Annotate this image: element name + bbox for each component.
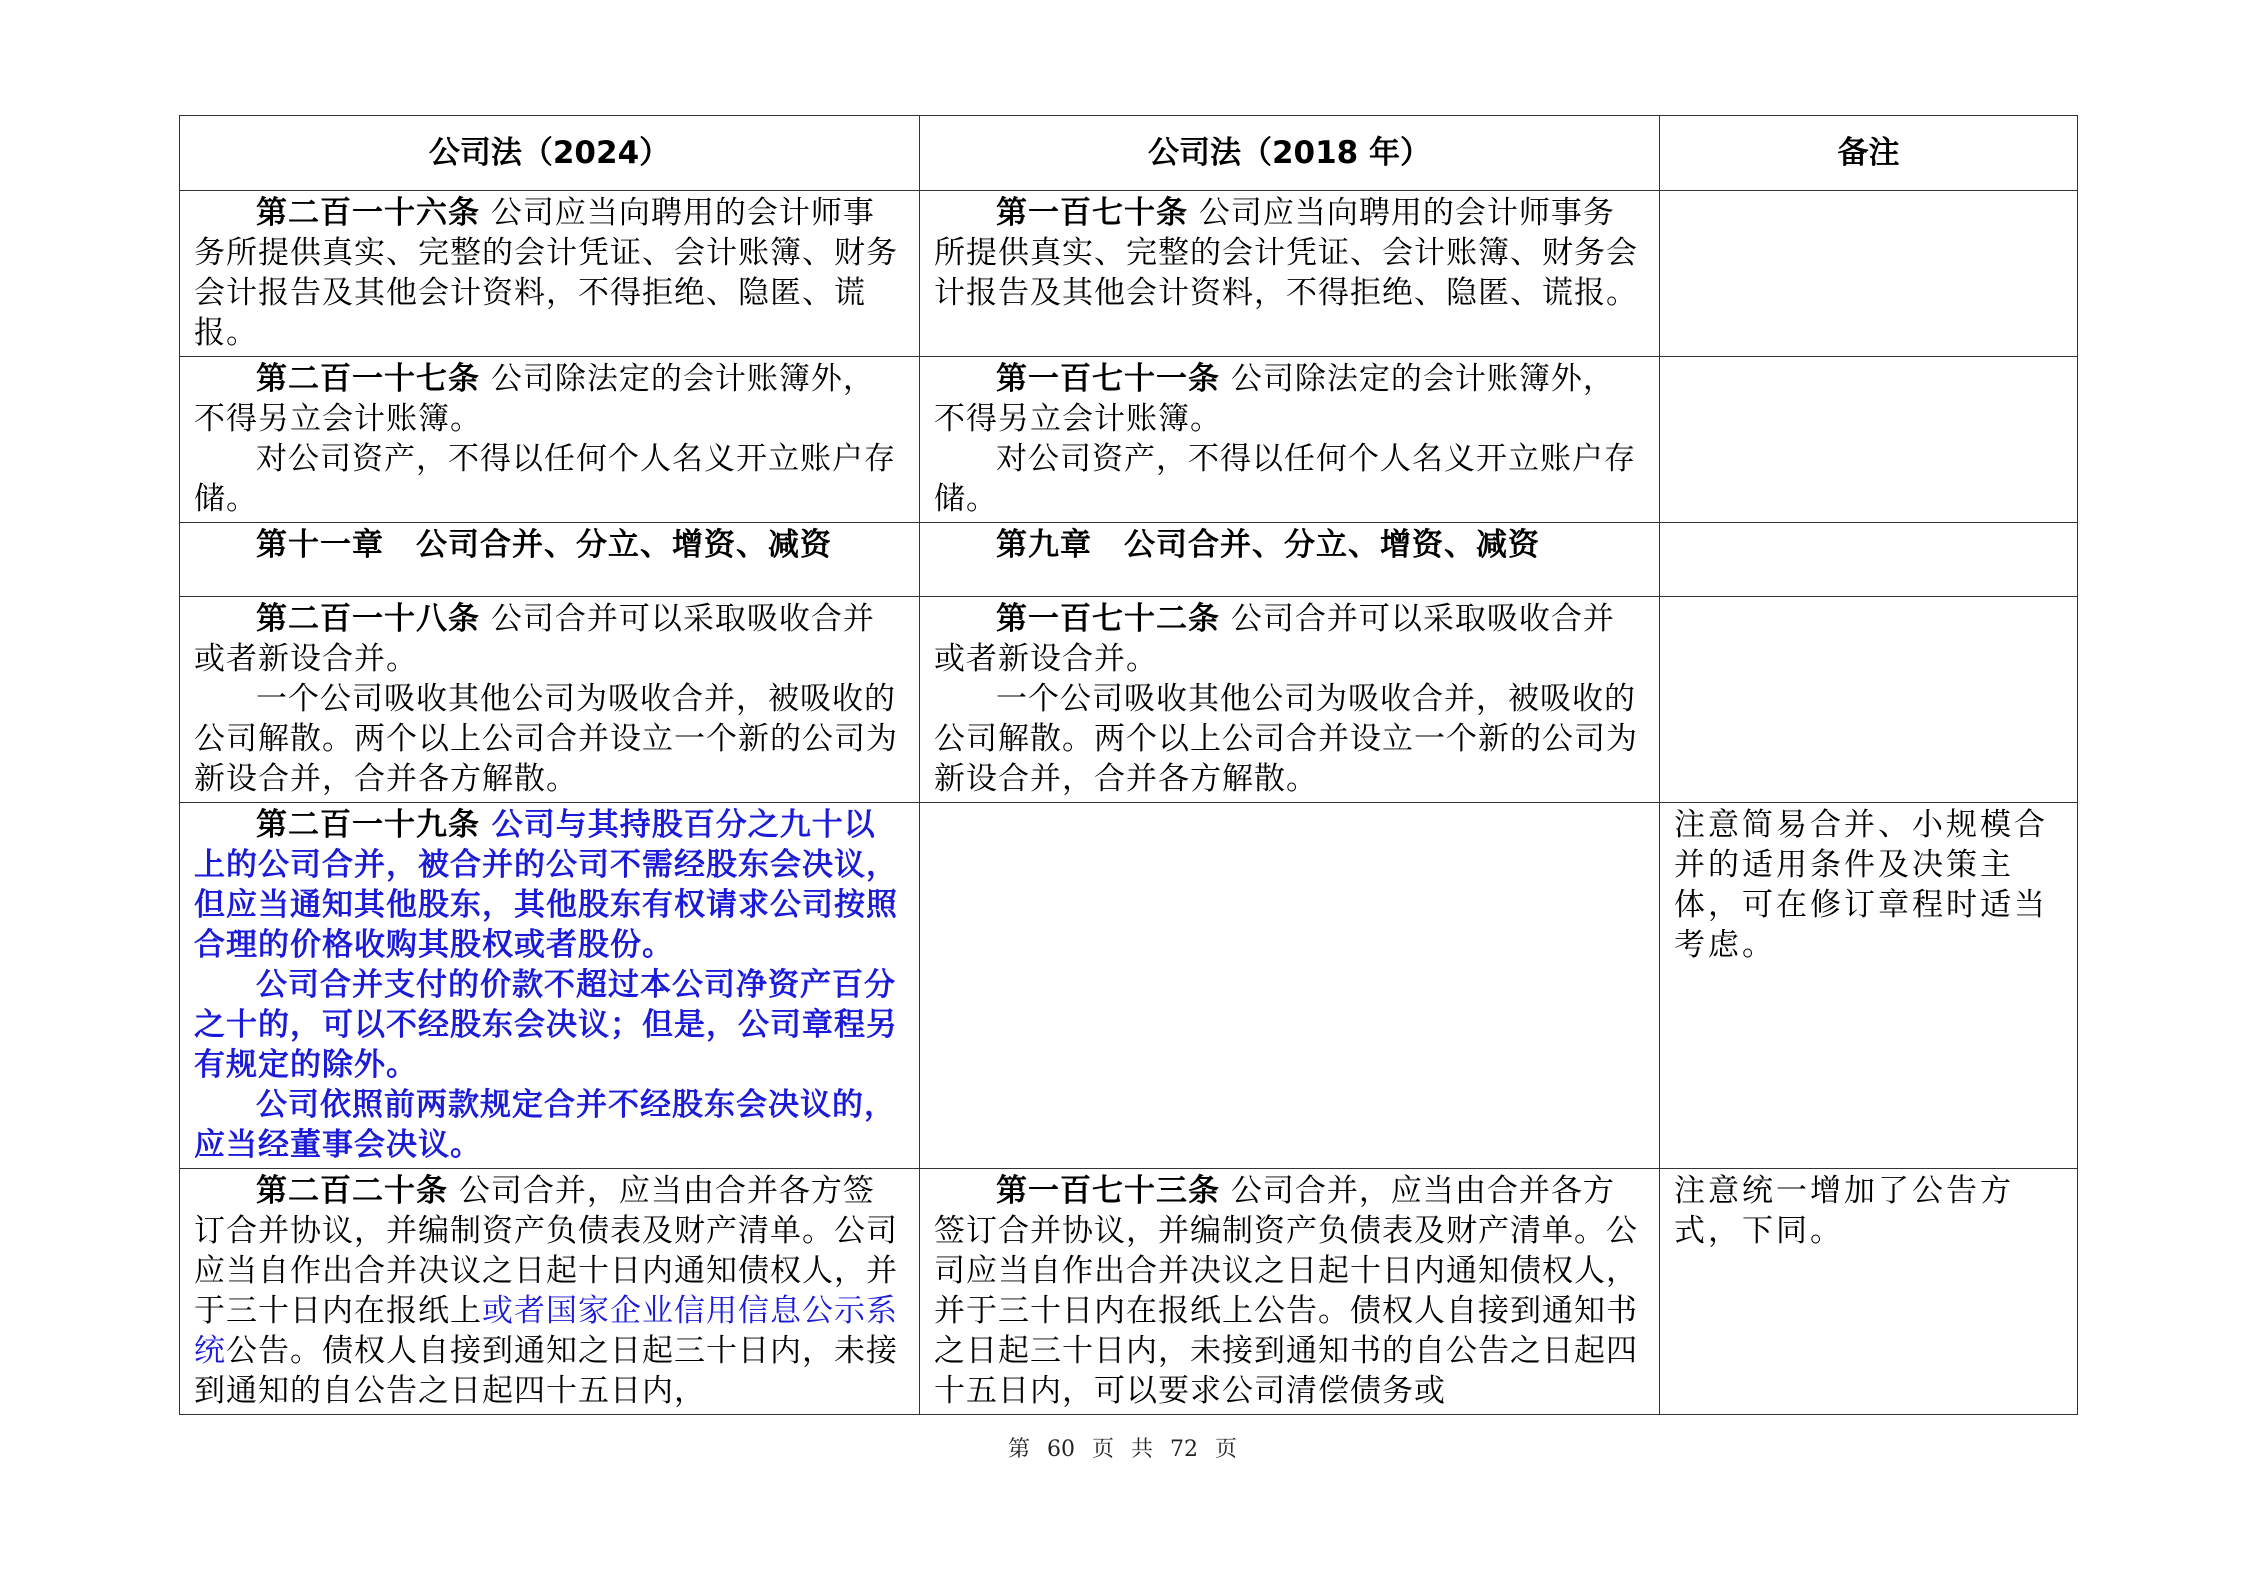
article-text-new: 公司与其持股百分之九十以上的公司合并，被合并的公司不需经股东会决议，但应当通知其他股东，其他股东有权请求公司按照合理的价格收购其股权或者股份。 (194, 807, 898, 963)
article-paragraph (194, 1171, 905, 1411)
article-paragraph (194, 359, 905, 439)
page-footer: 第 60 页 共 72 页 (1008, 1437, 1237, 1462)
cell-note (1660, 803, 2078, 1169)
cell-2018 (920, 191, 1660, 357)
article-text: 公司应当向聘用的会计师事务所提供真实、完整的会计凭证、会计账簿、财务会计报告及其他会计资料，不得拒绝、隐匿、谎报。 (194, 195, 898, 351)
article-paragraph (194, 599, 905, 679)
article-text: 公司应当向聘用的会计师事务所提供真实、完整的会计凭证、会计账簿、财务会计报告及其他会计资料，不得拒绝、隐匿、谎报。 (934, 195, 1638, 311)
article-paragraph (194, 679, 905, 799)
article-text: 公司合并可以采取吸收合并或者新设合并。 (934, 601, 1615, 677)
article-number: 第一百七十条 (996, 195, 1188, 231)
article-text: 公司合并，应当由合并各方签订合并协议，并编制资产负债表及财产清单。公司应当自作出合并决议之日起十日内通知债权人，并于三十日内在报纸上 (194, 1173, 898, 1329)
table-row (180, 597, 2078, 803)
note-text: 注意简易合并、小规模合并的适用条件及决策主体，可在修订章程时适当考虑。 (1674, 807, 2048, 963)
chapter-title: 第九章 公司合并、分立、增资、减资 (996, 527, 1540, 563)
cell-2018 (920, 523, 1660, 597)
chapter-row (180, 523, 2078, 597)
article-paragraph-new (194, 965, 905, 1085)
article-text-new: 公司依照前两款规定合并不经股东会决议的，应当经董事会决议。 (194, 1087, 896, 1163)
article-text: 公司合并可以采取吸收合并或者新设合并。 (194, 601, 875, 677)
article-text: 对公司资产，不得以任何个人名义开立账户存储。 (194, 441, 896, 517)
cell-note (1660, 191, 2078, 357)
cell-2024 (180, 357, 920, 523)
article-paragraph (934, 359, 1645, 439)
cell-2018 (920, 1169, 1660, 1415)
cell-2024 (180, 597, 920, 803)
article-text: 公告。债权人自接到通知之日起三十日内，未接到通知的自公告之日起四十五日内， (194, 1333, 898, 1409)
article-text: 公司合并，应当由合并各方签订合并协议，并编制资产负债表及财产清单。公司应当自作出合并决议之日起十日内通知债权人，并于三十日内在报纸上公告。债权人自接到通知书之日起三十日内，未接到通知书的自公告之日起四十五日内，可以要求公司清偿债务或 (934, 1173, 1638, 1409)
chapter-title: 第十一章 公司合并、分立、增资、减资 (256, 527, 832, 563)
cell-note (1660, 357, 2078, 523)
cell-2018-empty (920, 803, 1660, 1169)
article-paragraph (934, 599, 1645, 679)
article-number: 第一百七十二条 (996, 601, 1220, 637)
cell-2024 (180, 803, 920, 1169)
cell-2018 (920, 357, 1660, 523)
cell-2018 (920, 597, 1660, 803)
table-row (180, 357, 2078, 523)
header-2024: 公司法（2024） (180, 116, 920, 191)
article-number: 第二百二十条 (256, 1173, 448, 1209)
note-text: 注意统一增加了公告方式，下同。 (1674, 1173, 2014, 1249)
cell-2024 (180, 1169, 920, 1415)
article-text: 对公司资产，不得以任何个人名义开立账户存储。 (934, 441, 1636, 517)
cell-2024 (180, 523, 920, 597)
article-paragraph (194, 193, 905, 353)
comparison-table (179, 115, 2078, 1415)
article-paragraph (934, 1171, 1645, 1411)
table-row (180, 191, 2078, 357)
table-row (180, 1169, 2078, 1415)
article-number: 第二百一十九条 (256, 807, 480, 843)
article-paragraph-new (194, 1085, 905, 1165)
article-number: 第二百一十六条 (256, 195, 480, 231)
header-row (180, 116, 2078, 191)
article-text: 一个公司吸收其他公司为吸收合并，被吸收的公司解散。两个以上公司合并设立一个新的公司为新设合并，合并各方解散。 (934, 681, 1638, 797)
table-row (180, 803, 2078, 1169)
header-notes: 备注 (1660, 116, 2078, 191)
article-paragraph (934, 193, 1645, 313)
cell-2024 (180, 191, 920, 357)
article-paragraph (934, 439, 1645, 519)
article-paragraph (934, 679, 1645, 799)
cell-note (1660, 523, 2078, 597)
article-number: 第二百一十八条 (256, 601, 480, 637)
article-text: 公司除法定的会计账簿外，不得另立会计账簿。 (194, 361, 875, 437)
article-text: 一个公司吸收其他公司为吸收合并，被吸收的公司解散。两个以上公司合并设立一个新的公司为新设合并，合并各方解散。 (194, 681, 898, 797)
header-2018: 公司法（2018 年） (920, 116, 1660, 191)
article-paragraph (194, 439, 905, 519)
article-number: 第一百七十三条 (996, 1173, 1220, 1209)
article-number: 第二百一十七条 (256, 361, 480, 397)
cell-note (1660, 1169, 2078, 1415)
article-paragraph-new (194, 805, 905, 965)
article-number: 第一百七十一条 (996, 361, 1220, 397)
cell-note (1660, 597, 2078, 803)
article-text-new: 公司合并支付的价款不超过本公司净资产百分之十的，可以不经股东会决议；但是，公司章程另有规定的除外。 (194, 967, 898, 1083)
article-text: 公司除法定的会计账簿外，不得另立会计账簿。 (934, 361, 1615, 437)
article-text-new: 或者国家企业信用信息公示系统 (194, 1293, 898, 1369)
